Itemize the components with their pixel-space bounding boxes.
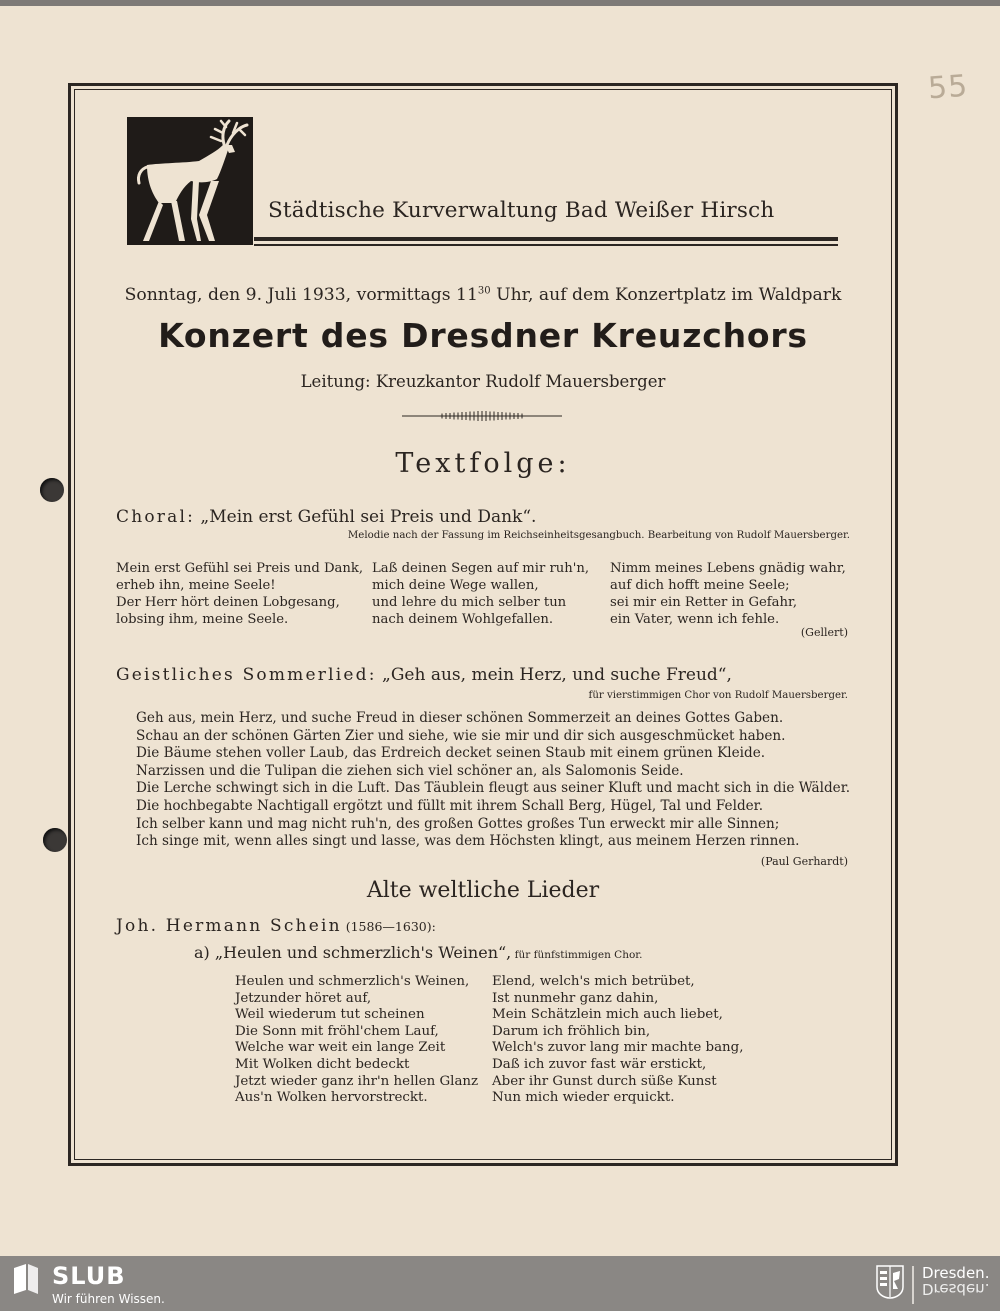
song-line: Ich singe mit, wenn alles singt und lasse, was dem Höchsten klingt, aus meinem Herzen rinnen.	[136, 833, 800, 850]
textfolge-heading: Textfolge:	[395, 448, 571, 479]
verse-line: Laß deinen Segen auf mir ruh'n,	[372, 561, 590, 576]
verse-line: Daß ich zuvor fast wär erstickt,	[492, 1056, 707, 1072]
sommerlied-lines	[136, 710, 850, 851]
verse-line: Heulen und schmerzlich's Weinen,	[235, 974, 470, 989]
verse-line: und lehre du mich selber tun	[372, 595, 567, 610]
venue-text: Uhr, auf dem Konzertplatz im Waldpark	[490, 285, 842, 305]
sommerlied-song-title: „Geh aus, mein Herz, und suche Freud“,	[376, 665, 732, 685]
divider-ornament	[402, 410, 562, 422]
footer-bar	[0, 1256, 1000, 1311]
verse-line: nach deinem Wohlgefallen.	[372, 612, 554, 627]
choral-verse-2	[372, 560, 589, 628]
verse-line: Mit Wolken dicht bedeckt	[235, 1056, 410, 1072]
sommerlied-heading	[116, 665, 732, 685]
song-a-note: für fünfstimmigen Chor.	[511, 949, 643, 961]
punch-hole-bottom	[43, 828, 67, 852]
verse-line: Jetzt wieder ganz ihr'n hellen Glanz	[235, 1073, 479, 1089]
choral-label: Choral:	[116, 507, 196, 527]
slub-brand[interactable]: SLUB	[52, 1262, 126, 1290]
song-a-verse-2	[492, 974, 744, 1107]
stag-icon	[129, 119, 251, 243]
verse-line: erheb ihn, meine Seele!	[116, 578, 276, 593]
concert-title: Konzert des Dresdner Kreuzchors	[158, 316, 808, 355]
event-date-line	[0, 285, 966, 305]
dresden-brand[interactable]: Dresden.	[922, 1264, 990, 1282]
conductor-line: Leitung: Kreuzkantor Rudolf Mauersberger	[300, 372, 666, 391]
verse-line: Nimm meines Lebens gnädig wahr,	[610, 561, 846, 576]
song-a-verse-1	[235, 974, 478, 1107]
verse-line: Welche war weit ein lange Zeit	[235, 1040, 446, 1056]
verse-line: Jetzunder höret auf,	[235, 990, 372, 1006]
organization-name: Städtische Kurverwaltung Bad Weißer Hirsch	[268, 198, 775, 223]
song-line: Geh aus, mein Herz, und suche Freud in dieser schönen Sommerzeit an deines Gottes Gaben.	[136, 710, 784, 726]
song-a-heading	[194, 943, 643, 962]
song-line: Die hochbegabte Nachtigall ergötzt und füllt mit ihrem Schall Berg, Hügel, Tal und Felder.	[136, 797, 764, 814]
scan-top-edge	[0, 0, 1000, 6]
dresden-coat-of-arms-icon	[876, 1265, 904, 1299]
verse-line: mich deine Wege wallen,	[372, 578, 539, 593]
alte-lieder-heading: Alte weltliche Lieder	[366, 878, 600, 903]
song-line: Die Bäume stehen voller Laub, das Erdreich decket seinen Staub mit einem grünen Kleide.	[136, 745, 766, 762]
dresden-brand-mirror: Dresden.	[922, 1280, 990, 1298]
choral-note: Melodie nach der Fassung im Reichseinheitsgesangbuch. Bearbeitung von Rudolf Mauersberger.	[347, 530, 850, 541]
verse-line: Nun mich wieder erquickt.	[492, 1090, 675, 1106]
choral-verse-3	[610, 560, 846, 628]
slub-tagline: Wir führen Wissen.	[52, 1292, 165, 1306]
footer-separator	[912, 1266, 914, 1304]
verse-line: Mein Schätzlein mich auch liebet,	[492, 1007, 723, 1023]
sommerlied-note: für vierstimmigen Chor von Rudolf Mauersberger.	[588, 690, 848, 701]
verse-line: Aber ihr Gunst durch süße Kunst	[492, 1073, 717, 1089]
verse-line: lobsing ihm, meine Seele.	[116, 612, 289, 627]
stag-logo	[127, 117, 253, 245]
verse-line: Elend, welch's mich betrübet,	[492, 974, 695, 989]
verse-line: Welch's zuvor lang mir machte bang,	[492, 1040, 744, 1056]
header-rule	[254, 237, 838, 241]
choral-song-title: „Mein erst Gefühl sei Preis und Dank“.	[195, 507, 537, 527]
song-line: Schau an der schönen Gärten Zier und siehe, wie sie mir und dir sich ausgeschmücket haben.	[136, 727, 786, 744]
item-prefix: a)	[194, 943, 210, 962]
verse-line: Mein erst Gefühl sei Preis und Dank,	[116, 561, 364, 576]
punch-hole-top	[40, 478, 64, 502]
choral-author: (Gellert)	[800, 626, 848, 639]
time-minutes: 30	[477, 285, 491, 297]
verse-line: sei mir ein Retter in Gefahr,	[610, 595, 798, 610]
sommerlied-label: Geistliches Sommerlied:	[116, 665, 377, 685]
verse-line: Der Herr hört deinen Lobgesang,	[116, 595, 340, 610]
date-text: Sonntag, den 9. Juli 1933, vormittags 11	[124, 285, 478, 305]
verse-line: Ist nunmehr ganz dahin,	[492, 990, 659, 1006]
composer-years: (1586—1630):	[341, 919, 436, 934]
song-a-title: „Heulen und schmerzlich's Weinen“,	[209, 943, 512, 962]
song-line: Narzissen und die Tulipan die ziehen sich viel schöner an, als Salomonis Seide.	[136, 762, 684, 779]
verse-line: Darum ich fröhlich bin,	[492, 1023, 651, 1039]
verse-line: Die Sonn mit fröhl'chem Lauf,	[235, 1023, 439, 1039]
song-line: Die Lerche schwingt sich in die Luft. Das Täublein fleugt aus seiner Kluft und macht sich in die Wälder.	[136, 780, 851, 797]
verse-line: Weil wiederum tut scheinen	[235, 1007, 425, 1023]
sommerlied-author: (Paul Gerhardt)	[760, 855, 848, 868]
header-rule-thin	[254, 244, 838, 246]
song-line: Ich selber kann und mag nicht ruh'n, des großen Gottes großes Tun erweckt mir alle Sinnen;	[136, 815, 780, 832]
choral-heading	[116, 507, 536, 527]
composer-name: Joh. Hermann Schein	[116, 916, 342, 936]
slub-logo-icon	[12, 1264, 40, 1294]
choral-verse-1	[116, 560, 363, 628]
verse-line: ein Vater, wenn ich fehle.	[610, 612, 780, 627]
verse-line: Aus'n Wolken hervorstreckt.	[235, 1090, 428, 1106]
composer-line	[116, 916, 436, 936]
verse-line: auf dich hofft meine Seele;	[610, 578, 790, 593]
page-number-mark: 55	[926, 68, 970, 107]
